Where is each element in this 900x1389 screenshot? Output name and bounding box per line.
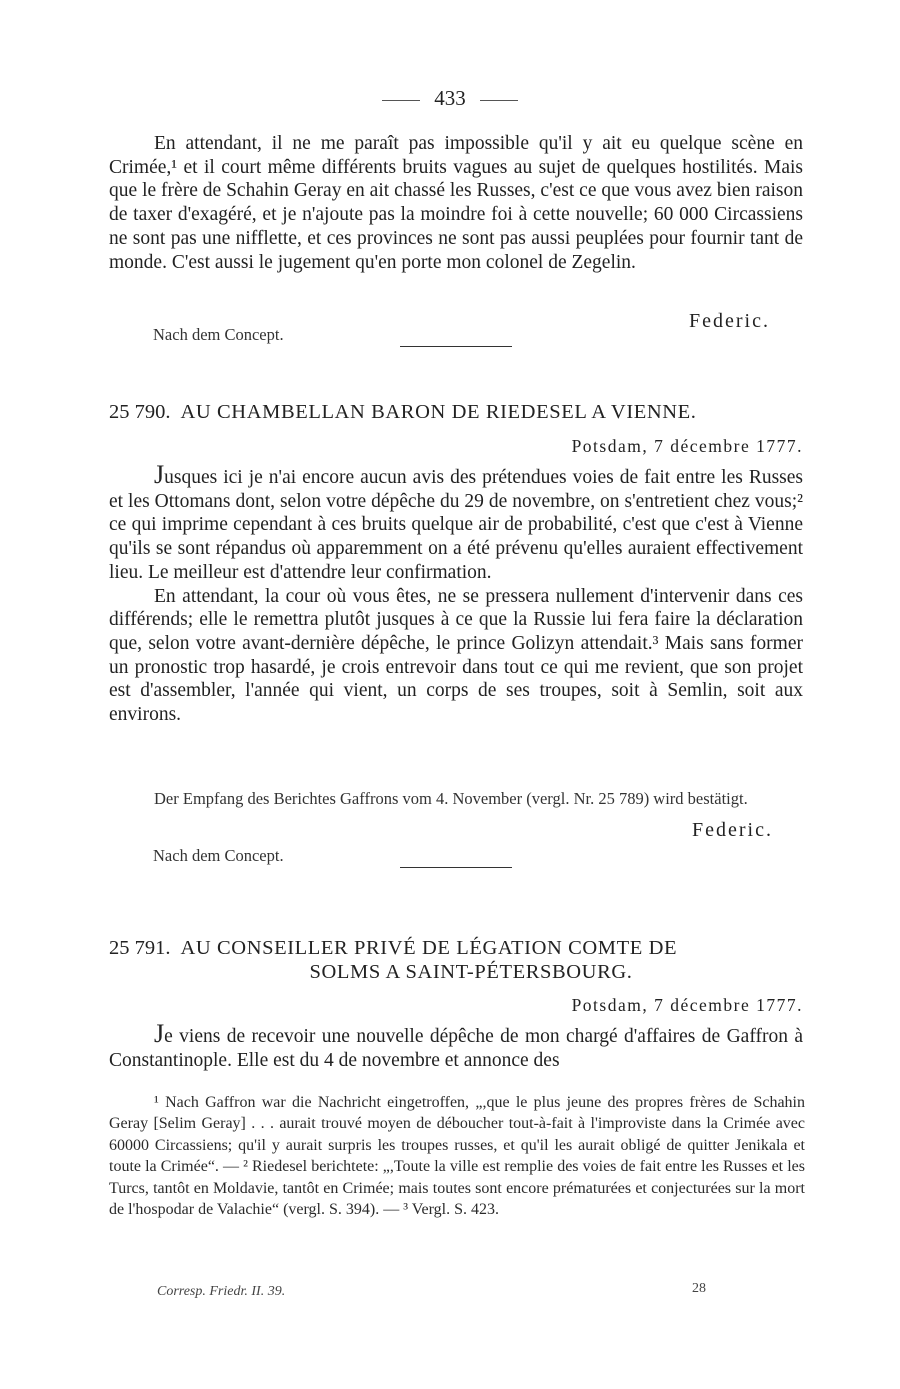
letter-25791-body <box>109 1019 803 1072</box>
letter-25791-number: 25 791. <box>109 937 171 959</box>
letter-25790-heading <box>109 400 803 424</box>
header-dash-left <box>382 100 420 101</box>
source-note-2: Nach dem Concept. <box>153 846 284 865</box>
separator-rule-2 <box>400 867 512 868</box>
letter-25790-dateline: Potsdam, 7 décembre 1777. <box>571 436 803 456</box>
footer-reference: Corresp. Friedr. II. 39. <box>157 1284 286 1299</box>
drop-initial: J <box>154 460 165 489</box>
letter-25791-heading <box>109 936 803 984</box>
footnotes: ¹ Nach Gaffron war die Nachricht eingetroffen, „,que le plus jeune des propres frères de Schahin Geray [Selim Geray] . . . aurait trouvé moyen de déboucher tout-à-fait à l'improviste dans la Crimée avec 60000 Circassiens; qu'il y aurait surpris les troupes russes, et qu'il les aurait obligé de quitter Jenikala et toute la Crimée“. — ² Riedesel berichtete: „,Toute la ville est remplie des voies de fait entre les Russes et les Turcs, tantôt en Moldavie, tantôt en Crimée; mais toutes sont encore prématurées et conjecturées sur la mort de l'hospodar de Valachie“ (vergl. S. 394). — ³ Vergl. S. 423. <box>109 1094 805 1219</box>
header-dash-right <box>480 100 518 101</box>
drop-initial: J <box>154 1019 165 1048</box>
letter-25790-paragraph-1: Jusques ici je n'ai encore aucun avis des prétendues voies de fait entre les Russes et les Ottomans dont, selon votre dépêche du 29 de novembre, on s'entretient chez vous;² ce qui imprime cependant à ces bruits quelque air de probabilité, c'est que c'est à Vienne qu'ils se sont répandus où apparemment on a été prévenu qu'elles auraient effectivement lieu. Le meilleur est d'attendre leur confirmation. <box>109 460 803 583</box>
signature-1: Federic. <box>689 310 770 332</box>
letter-25790-note: Der Empfang des Berichtes Gaffrons vom 4. November (vergl. Nr. 25 789) wird bestätigt. <box>154 789 748 808</box>
letter-25791-title-line-2: SOLMS A SAINT-PÉTERSBOURG. <box>309 961 633 983</box>
letter-25791-title-line-1: 25 791. AU CONSEILLER PRIVÉ DE LÉGATION COMTE DE <box>109 937 678 959</box>
letter-25791-paragraph-1: Je viens de recevoir une nouvelle dépêche de mon chargé d'affaires de Gaffron à Constantinople. Elle est du 4 de novembre et annonce des <box>109 1019 803 1071</box>
page-header <box>0 86 900 111</box>
intro-paragraph-block <box>109 132 803 274</box>
letter-25790-number: 25 790. <box>109 401 171 423</box>
letter-25790-paragraph-2: En attendant, la cour où vous êtes, ne se pressera nullement d'intervenir dans ces différends; elle le remettra plutôt jusques à ce que la Russie lui fera faire la déclaration que, selon votre avant-dernière dépêche, le prince Golizyn attendait.³ Mais sans former un pronostic trop hasardé, je crois entrevoir dans tout ce qui me revient, que son projet est d'assembler, l'année qui vient, un corps de ses troupes, soit à Semlin, soit aux environs. <box>109 585 803 726</box>
letter-25790-body <box>109 460 803 727</box>
letter-25790-signature: Federic. <box>692 819 773 841</box>
source-note-1: Nach dem Concept. <box>153 325 284 344</box>
separator-rule-1 <box>400 346 512 347</box>
intro-paragraph: En attendant, il ne me paraît pas impossible qu'il y ait eu quelque scène en Crimée,¹ et il court même différents bruits vagues au sujet de quelques hostilités. Mais que le frère de Schahin Geray en ait chassé les Russes, c'est ce que vous avez bien raison de taxer d'exagéré, et je n'ajoute pas la moindre foi à cette nouvelle; 60 000 Circassiens ne sont pas une nifflette, et ces provinces ne sont pas aussi peuplées pour fournir tant de monde. C'est aussi le jugement qu'en porte mon colonel de Zegelin. <box>109 133 803 273</box>
letter-25790-title: AU CHAMBELLAN BARON DE RIEDESEL A VIENNE. <box>180 401 697 423</box>
page-number: 433 <box>434 86 466 110</box>
signature-mark: 28 <box>692 1281 706 1296</box>
letter-25791-dateline: Potsdam, 7 décembre 1777. <box>571 995 803 1015</box>
